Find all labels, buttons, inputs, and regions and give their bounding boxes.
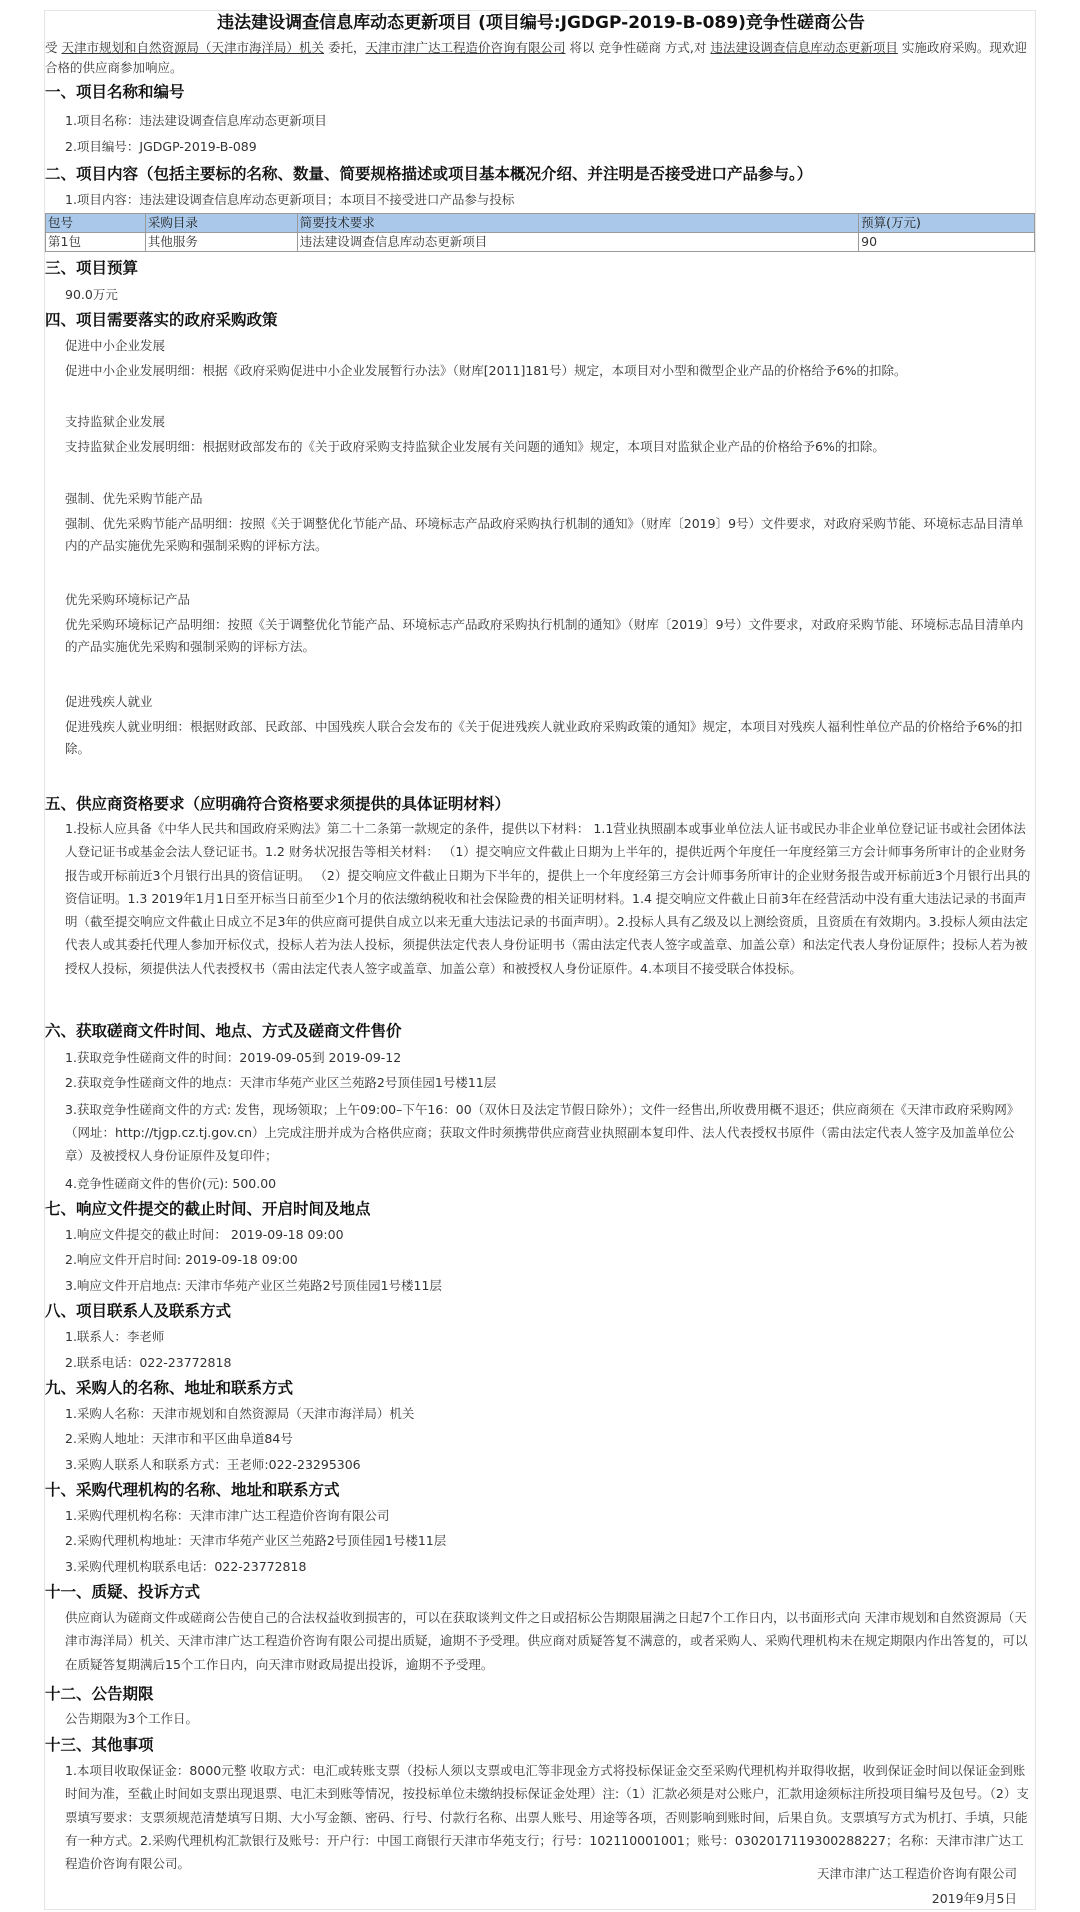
th-catalog: 采购目录 <box>145 214 297 233</box>
s10-item: 1.采购代理机构名称：天津市津广达工程造价咨询有限公司 <box>65 1508 390 1523</box>
policy-title: 优先采购环境标记产品 <box>65 592 191 607</box>
policy-title: 强制、优先采购节能产品 <box>65 491 203 506</box>
s7-item: 3.响应文件开启地点: 天津市华苑产业区兰苑路2号顶佳园1号楼11层 <box>65 1278 442 1293</box>
policy-detail: 促进残疾人就业明细：根据财政部、民政部、中国残疾人联合会发布的《关于促进残疾人就业政府采购政策的通知》规定，本项目对残疾人福利性单位产品的价格给予6%的扣除。 <box>65 719 1023 756</box>
s11-text: 供应商认为磋商文件或磋商公告使自己的合法权益收到损害的，可以在获取谈判文件之日或招标公告期限届满之日起7个工作日内，以书面形式向 天津市规划和自然资源局（天津市海洋局）机关、天津市津广达工程造价咨询有限公司提出质疑，逾期不予受理。供应商对质疑答复不满意的，或者采购人、采购代理机构未在规定期限内作出答复的，可以在质疑答复期满后15个工作日内，向天津市财政局提出投诉，逾期不予受理。 <box>65 1610 1028 1672</box>
section-9-heading: 九、采购人的名称、地址和联系方式 <box>45 1379 294 1397</box>
section-8-heading: 八、项目联系人及联系方式 <box>45 1302 232 1320</box>
s2-item: 1.项目内容：违法建设调查信息库动态更新项目；本项目不接受进口产品参与投标 <box>65 192 515 207</box>
policy-title: 促进中小企业发展 <box>65 338 166 353</box>
td-requirements: 违法建设调查信息库动态更新项目 <box>297 233 858 252</box>
s6-item: 2.获取竞争性磋商文件的地点：天津市华苑产业区兰苑路2号顶佳园1号楼11层 <box>65 1075 497 1090</box>
section-11-heading: 十一、质疑、投诉方式 <box>45 1583 201 1601</box>
th-package-no: 包号 <box>46 214 146 233</box>
project-link: 违法建设调查信息库动态更新项目 <box>710 40 898 55</box>
section-1-heading: 一、项目名称和编号 <box>45 83 185 101</box>
policy-detail: 优先采购环境标记产品明细：按照《关于调整优化节能产品、环境标志产品政府采购执行机制的通知》（财库〔2019〕9号）文件要求，对政府采购节能、环境标志品目清单内的产品实施优先采购和强制采购的评标方法。 <box>65 617 1024 654</box>
th-requirements: 简要技术要求 <box>297 214 858 233</box>
signature-date: 2019年9月5日 <box>931 1891 1017 1906</box>
s9-item: 2.采购人地址：天津市和平区曲阜道84号 <box>65 1431 293 1446</box>
contact-phone: 2.联系电话：022-23772818 <box>65 1355 232 1370</box>
section-3-heading: 三、项目预算 <box>45 259 139 277</box>
s13-text: 1.本项目收取保证金：8000元整 收取方式：电汇或转账支票（投标人须以支票或电汇等非现金方式将投标保证金交至采购代理机构并取得收据，收到保证金时间以保证金到账时间为准，至截止时间如支票出现退票、电汇未到账等情况，按投标单位未缴纳投标保证金处理）注:（1）汇款必须是对公账户，汇款用途须标注所投项目编号及包号。（2）支票填写要求：支票须规范清楚填写日期、大小写金额、密码、行号、付款行名称、出票人账号、用途等各项，否则影响到账时间，后果自负。支票填写方式为机打、手填，只能有一种方式。2.采购代理机构汇款银行及账号：开户行：中国工商银行天津市华苑支行；行号：102110001001；账号：0302017119300288227；名称：天津市津广达工程造价咨询有限公司。 <box>65 1763 1029 1872</box>
td-budget: 90 <box>859 233 1035 252</box>
s7-item: 1.响应文件提交的截止时间： 2019-09-18 09:00 <box>65 1227 344 1242</box>
table-header-row <box>46 214 1035 233</box>
s7-item: 2.响应文件开启时间: 2019-09-18 09:00 <box>65 1252 298 1267</box>
policy-detail: 促进中小企业发展明细：根据《政府采购促进中小企业发展暂行办法》（财库[2011]181号）规定，本项目对小型和微型企业产品的价格给予6%的扣除。 <box>65 363 907 378</box>
section-13-heading: 十三、其他事项 <box>45 1736 154 1754</box>
s9-item: 1.采购人名称：天津市规划和自然资源局（天津市海洋局）机关 <box>65 1406 415 1421</box>
policy-title: 支持监狱企业发展 <box>65 414 166 429</box>
s6-item: 4.竞争性磋商文件的售价(元): 500.00 <box>65 1176 277 1191</box>
s5-text: 1.投标人应具备《中华人民共和国政府采购法》第二十二条第一款规定的条件，提供以下材料： 1.1营业执照副本或事业单位法人证书或民办非企业单位登记证书或社会团体法人登记证书或基金会法人登记证书。1.2 财务状况报告等相关材料： （1）提交响应文件截止日期为上半年的，提供近两个年度任一年度经第三方会计师事务所审计的企业财务报告或开标前近3个月银行出具的资信证明。 （2）提交响应文件截止日期为下半年的，提供上一个年度经第三方会计师事务所审计的企业财务报告或开标前近3个月银行出具的资信证明。1.3 2019年1月1日至开标当日前至少1个月的依法缴纳税收和社会保险费的相关证明材料。1.4 提交响应文件截止日前3年在经营活动中没有重大违法记录的书面声明（截至提交响应文件截止日成立不足3年的供应商可提供自成立以来无重大违法记录的书面声明）。2.投标人具有乙级及以上测绘资质，且资质在有效期内。3.投标人须由法定代表人或其委托代理人参加开标仪式，投标人若为法人投标，须提供法定代表人身份证明书（需由法定代表人签字或盖章、加盖公章）和法定代表人身份证原件；投标人若为被授权人投标，须提供法人代表授权书（需由法定代表人签字或盖章、加盖公章）和被授权人身份证原件。4.本项目不接受联合体投标。 <box>65 821 1031 976</box>
signature-org: 天津市津广达工程造价咨询有限公司 <box>816 1866 1017 1881</box>
s6-item: 3.获取竞争性磋商文件的方式: 发售，现场领取；上午09:00–下午16：00（双休日及法定节假日除外）；文件一经售出,所收费用概不退还；供应商须在《天津市政府采购网》（网址：http://tjgp.cz.tj.gov.cn）上完成注册并成为合格供应商；获取文件时须携带供应商营业执照副本复印件、法人代表授权书原件（需由法定代表人签字及加盖单位公章）及被授权人身份证原件及复印件； <box>65 1102 1020 1163</box>
table-row <box>46 233 1035 252</box>
s10-item: 3.采购代理机构联系电话：022-23772818 <box>65 1559 307 1574</box>
section-5-heading: 五、供应商资格要求（应明确符合资格要求须提供的具体证明材料） <box>45 795 511 813</box>
s12-text: 公告期限为3个工作日。 <box>65 1711 198 1726</box>
package-table <box>45 213 1035 252</box>
section-7-heading: 七、响应文件提交的截止时间、开启时间及地点 <box>45 1200 371 1218</box>
section-6-heading: 六、获取磋商文件时间、地点、方式及磋商文件售价 <box>45 1022 402 1040</box>
agency-link: 天津市津广达工程造价咨询有限公司 <box>365 40 566 55</box>
policy-detail: 支持监狱企业发展明细：根据财政部发布的《关于政府采购支持监狱企业发展有关问题的通知》规定，本项目对监狱企业产品的价格给予6%的扣除。 <box>65 439 885 454</box>
contact-person: 1.联系人：李老师 <box>65 1329 165 1344</box>
section-2-heading: 二、项目内容（包括主要标的名称、数量、简要规格描述或项目基本概况介绍、并注明是否接受进口产品参与。） <box>45 165 813 183</box>
s6-item: 1.获取竞争性磋商文件的时间：2019-09-05到 2019-09-12 <box>65 1050 402 1065</box>
th-budget: 预算(万元) <box>859 214 1035 233</box>
policy-title: 促进残疾人就业 <box>65 694 153 709</box>
policy-detail: 强制、优先采购节能产品明细：按照《关于调整优化节能产品、环境标志产品政府采购执行机制的通知》（财库〔2019〕9号）文件要求，对政府采购节能、环境标志品目清单内的产品实施优先采购和强制采购的评标方法。 <box>65 516 1024 553</box>
s1-item: 2.项目编号：JGDGP-2019-B-089 <box>65 139 257 154</box>
purchaser-link: 天津市规划和自然资源局（天津市海洋局）机关 <box>61 40 324 55</box>
s1-item: 1.项目名称：违法建设调查信息库动态更新项目 <box>65 113 327 128</box>
section-12-heading: 十二、公告期限 <box>45 1685 154 1703</box>
s10-item: 2.采购代理机构地址：天津市华苑产业区兰苑路2号顶佳园1号楼11层 <box>65 1533 447 1548</box>
td-package-no: 第1包 <box>46 233 146 252</box>
intro-paragraph: 受 天津市规划和自然资源局（天津市海洋局）机关 委托，天津市津广达工程造价咨询有限公司 将以 竞争性磋商 方式,对 违法建设调查信息库动态更新项目 实施政府采购。现欢迎合格的供应商参加响应。 <box>45 40 1027 75</box>
budget-value: 90.0万元 <box>65 287 118 302</box>
announcement-page <box>44 10 1036 1910</box>
section-4-heading: 四、项目需要落实的政府采购政策 <box>45 311 278 329</box>
td-catalog: 其他服务 <box>145 233 297 252</box>
page-title: 违法建设调查信息库动态更新项目 (项目编号:JGDGP-2019-B-089)竞争性磋商公告 <box>217 13 865 33</box>
s9-item: 3.采购人联系人和联系方式：王老师:022-23295306 <box>65 1457 361 1472</box>
section-10-heading: 十、采购代理机构的名称、地址和联系方式 <box>45 1481 340 1499</box>
